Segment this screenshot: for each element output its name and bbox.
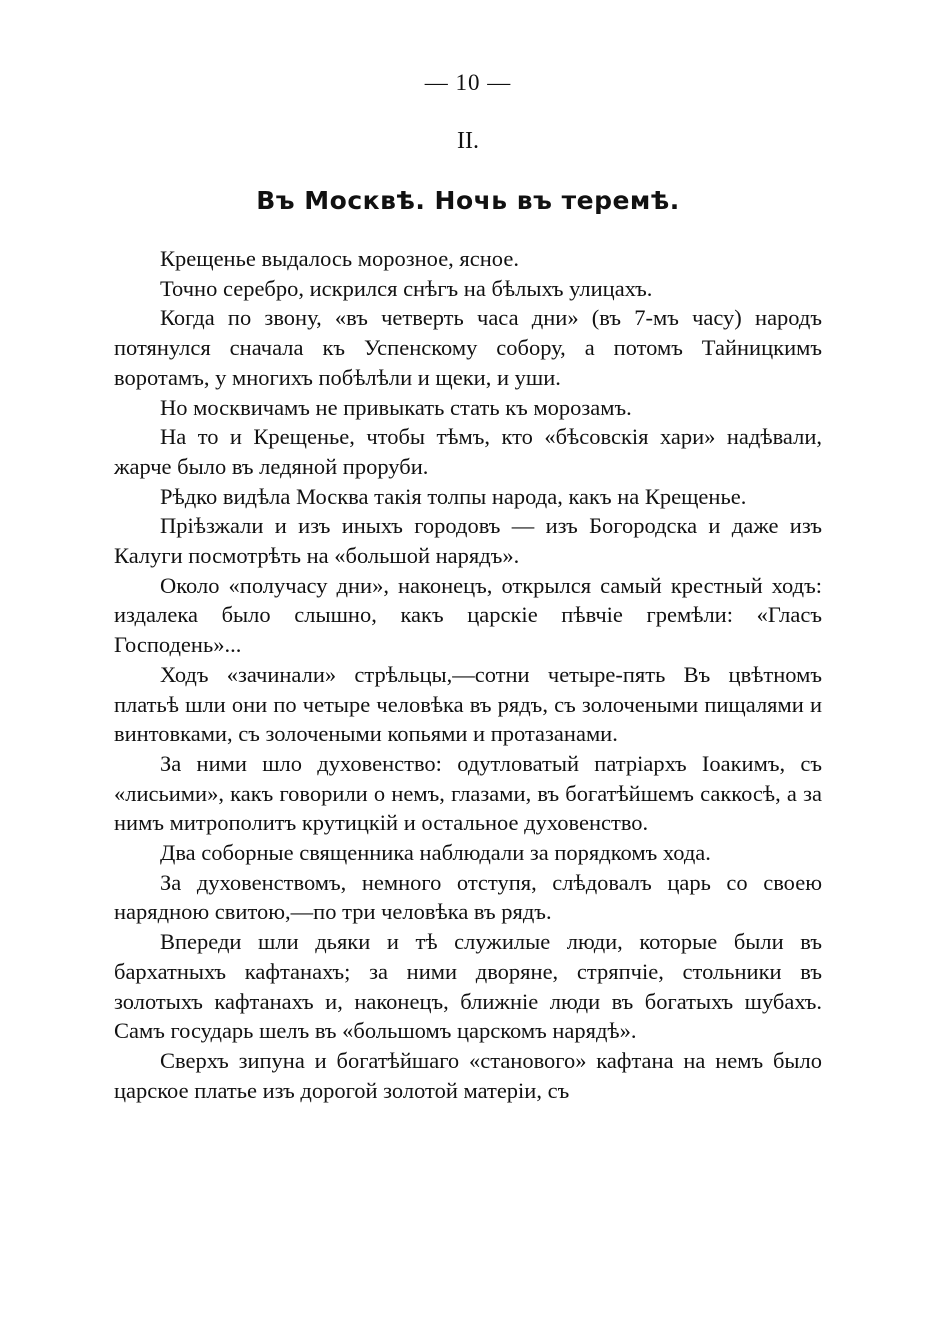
body-text: [114, 244, 822, 1105]
paragraph: Пріѣзжали и изъ иныхъ городовъ — изъ Богородска и даже изъ Калуги посмотрѣть на «большой нарядъ».: [114, 513, 822, 569]
paragraph: За духовенствомъ, немного отступя, слѣдовалъ царь со своею нарядною свитою,—по три человѣка въ рядъ.: [114, 869, 822, 925]
paragraph: Два соборные священника наблюдали за порядкомъ хода.: [160, 840, 711, 866]
paragraph: Сверхъ зипуна и богатѣйшаго «станового» кафтана на немъ было царское платье изъ дорогой золотой матеріи, съ: [114, 1047, 822, 1103]
paragraph: На то и Крещенье, чтобы тѣмъ, кто «бѣсовскія хари» надѣвали, жарче было въ ледяной проруби.: [114, 424, 822, 479]
paragraph: Точно серебро, искрился снѣгъ на бѣлыхъ улицахъ.: [160, 275, 653, 301]
paragraph: Крещенье выдалось морозное, ясное.: [160, 246, 519, 271]
chapter-number: II.: [457, 128, 479, 154]
paragraph: Рѣдко видѣла Москва такія толпы народа, какъ на Крещенье.: [160, 483, 747, 509]
page-number: — 10 —: [424, 70, 512, 95]
paragraph: Впереди шли дьяки и тѣ служилые люди, которые были въ бархатныхъ кафтанахъ; за ними дворяне, стряпчіе, стольники въ золотыхъ кафтанахъ и, наконецъ, ближніе люди въ богатыхъ шубахъ. Самъ государь шелъ въ «большомъ царскомъ нарядѣ».: [114, 929, 822, 1044]
paragraph: Когда по звону, «въ четверть часа дни» (въ 7-мъ часу) народъ потянулся сначала къ Успенскому собору, а потомъ Тайницкимъ воротамъ, у многихъ побѣлѣли и щеки, и уши.: [114, 305, 822, 390]
chapter-title: Въ Москвѣ. Ночь въ теремѣ.: [256, 186, 680, 215]
paragraph: Около «получасу дни», наконецъ, открылся самый крестный ходъ: издалека было слышно, какъ царскіе пѣвчіе гремѣли: «Гласъ Господень»...: [114, 572, 822, 658]
paragraph: Ходъ «зачинали» стрѣльцы,—сотни четыре-пять Въ цвѣтномъ платьѣ шли они по четыре человѣка въ рядъ, съ золочеными пищалями и винтовками, съ золочеными копьями и протазанами.: [114, 661, 822, 747]
paragraph: За ними шло духовенство: одутловатый патріархъ Іоакимъ, съ «лисьими», какъ говорили о немъ, глазами, въ богатѣйшемъ саккосѣ, а за нимъ митрополитъ крутицкій и остальное духовенство.: [114, 750, 822, 836]
paragraph: Но москвичамъ не привыкать стать къ морозамъ.: [160, 394, 632, 420]
